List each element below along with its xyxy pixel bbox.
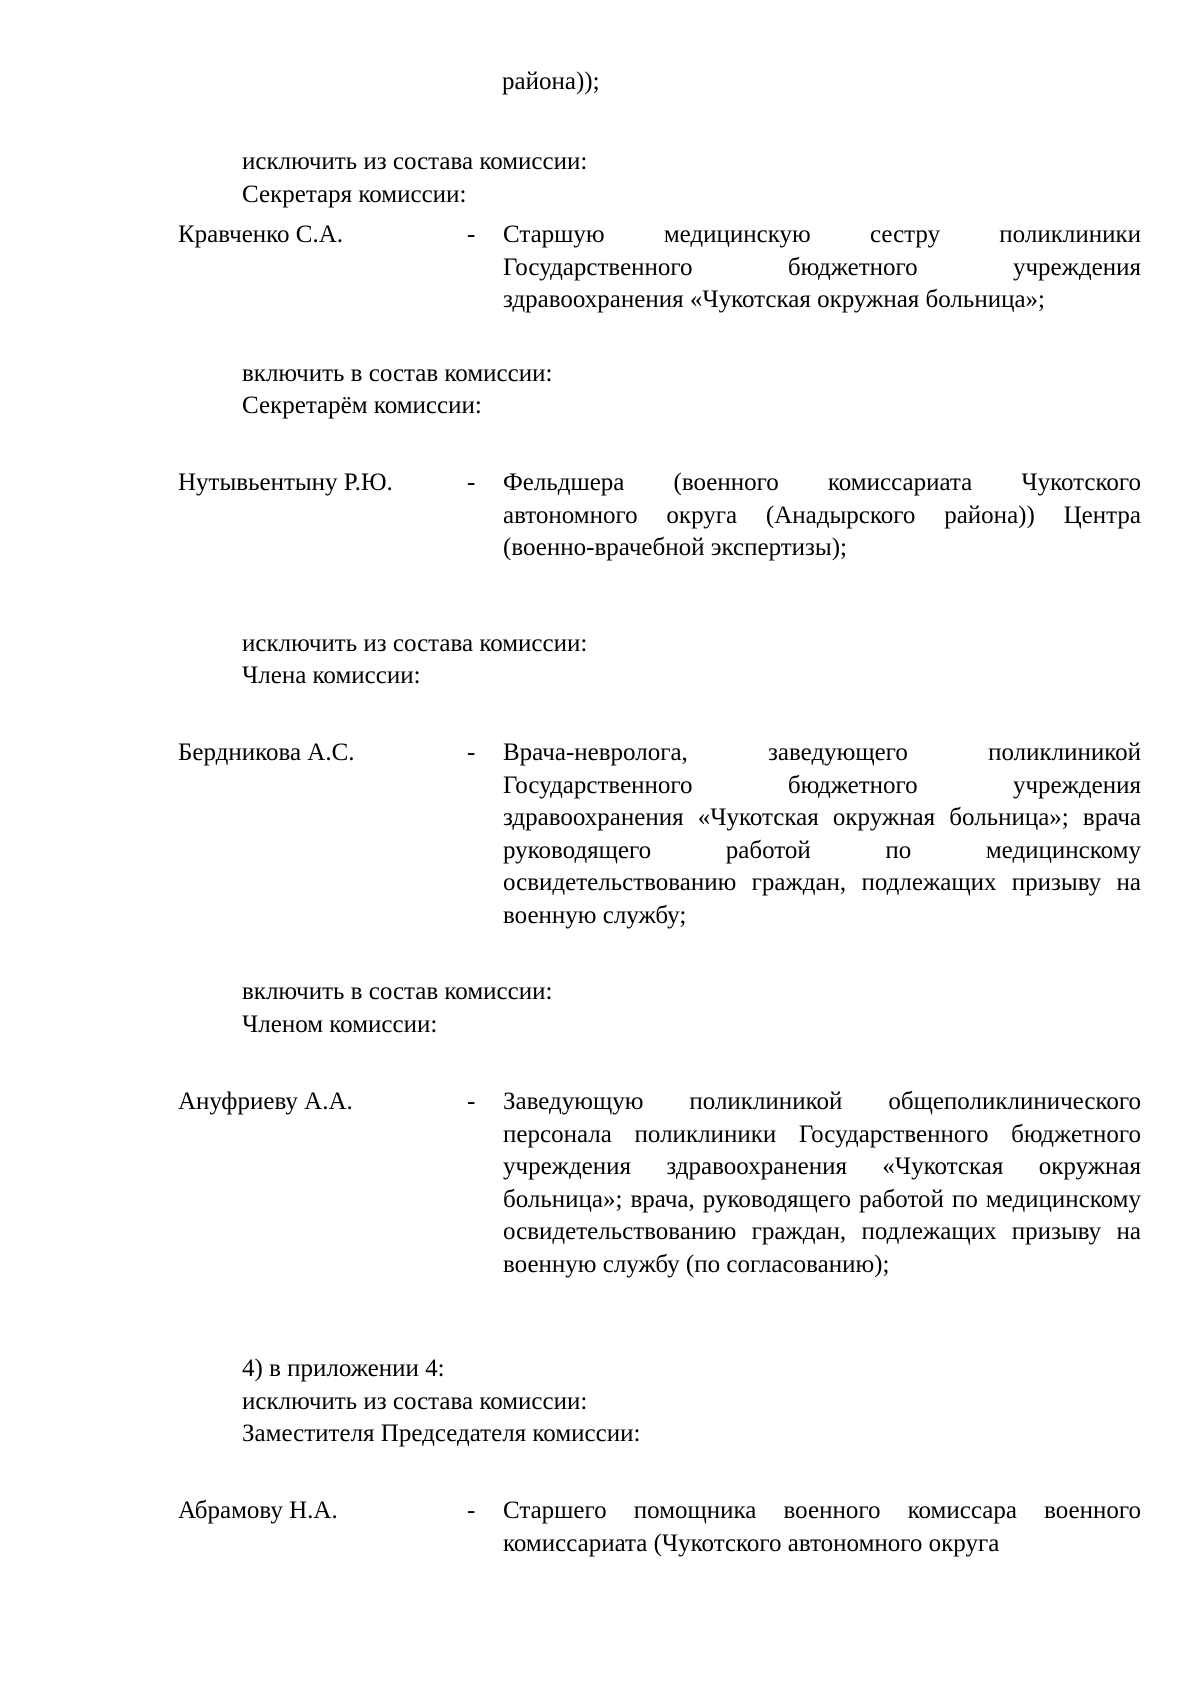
role-secretary-include: Секретарём комиссии: bbox=[242, 392, 482, 419]
member-description-abramova: Старшего помощника военного комиссара военного комиссариата (Чукотского автономного округа bbox=[503, 1497, 1141, 1557]
action-include-1: включить в состав комиссии: bbox=[242, 360, 553, 387]
member-description-berdnikova: Врача-невролога, заведующего поликлиникой Государственного бюджетного учреждения здравоохранения «Чукотская окружная больница»; врача руководящего работой по медицинскому освидетельствованию граждан, подлежащих призыву на военную службу; bbox=[503, 739, 1141, 929]
name-dash: - bbox=[467, 739, 476, 766]
role-deputy-chair-exclude: Заместителя Председателя комиссии: bbox=[242, 1420, 641, 1447]
member-name-kravchenko: Кравченко С.А. bbox=[178, 221, 344, 248]
role-secretary-exclude: Секретаря комиссии: bbox=[242, 181, 467, 208]
name-dash: - bbox=[467, 1497, 476, 1524]
member-name-nutyventynu: Нутывьентыну Р.Ю. bbox=[178, 469, 393, 496]
name-dash: - bbox=[467, 221, 476, 248]
name-dash: - bbox=[467, 469, 476, 496]
member-name-abramova: Абрамову Н.А. bbox=[178, 1497, 338, 1524]
action-exclude-3: исключить из состава комиссии: bbox=[242, 1388, 588, 1415]
member-name-anufrieva: Ануфриеву А.А. bbox=[178, 1088, 353, 1115]
action-exclude-2: исключить из состава комиссии: bbox=[242, 630, 588, 657]
member-name-berdnikova: Бердникова А.С. bbox=[178, 739, 355, 766]
action-include-2: включить в состав комиссии: bbox=[242, 978, 553, 1005]
member-description-anufrieva: Заведующую поликлиникой общеполиклинического персонала поликлиники Государственного бюджетного учреждения здравоохранения «Чукотская окружная больница»; врача, руководящего работой по медицинскому освидетельствованию граждан, подлежащих призыву на военную службу (по согласованию); bbox=[503, 1088, 1141, 1278]
continuation-line: района)); bbox=[502, 68, 600, 95]
member-description-kravchenko: Старшую медицинскую сестру поликлиники Государственного бюджетного учреждения здравоохранения «Чукотская окружная больница»; bbox=[503, 221, 1141, 313]
action-exclude-1: исключить из состава комиссии: bbox=[242, 148, 588, 175]
member-description-nutyventynu: Фельдшера (военного комиссариата Чукотского автономного округа (Анадырского района)) Центра (военно-врачебной экспертизы); bbox=[503, 469, 1141, 561]
name-dash: - bbox=[467, 1088, 476, 1115]
item-appendix-4: 4) в приложении 4: bbox=[242, 1355, 445, 1382]
role-member-exclude: Члена комиссии: bbox=[242, 662, 421, 689]
role-member-include: Членом комиссии: bbox=[242, 1011, 438, 1038]
